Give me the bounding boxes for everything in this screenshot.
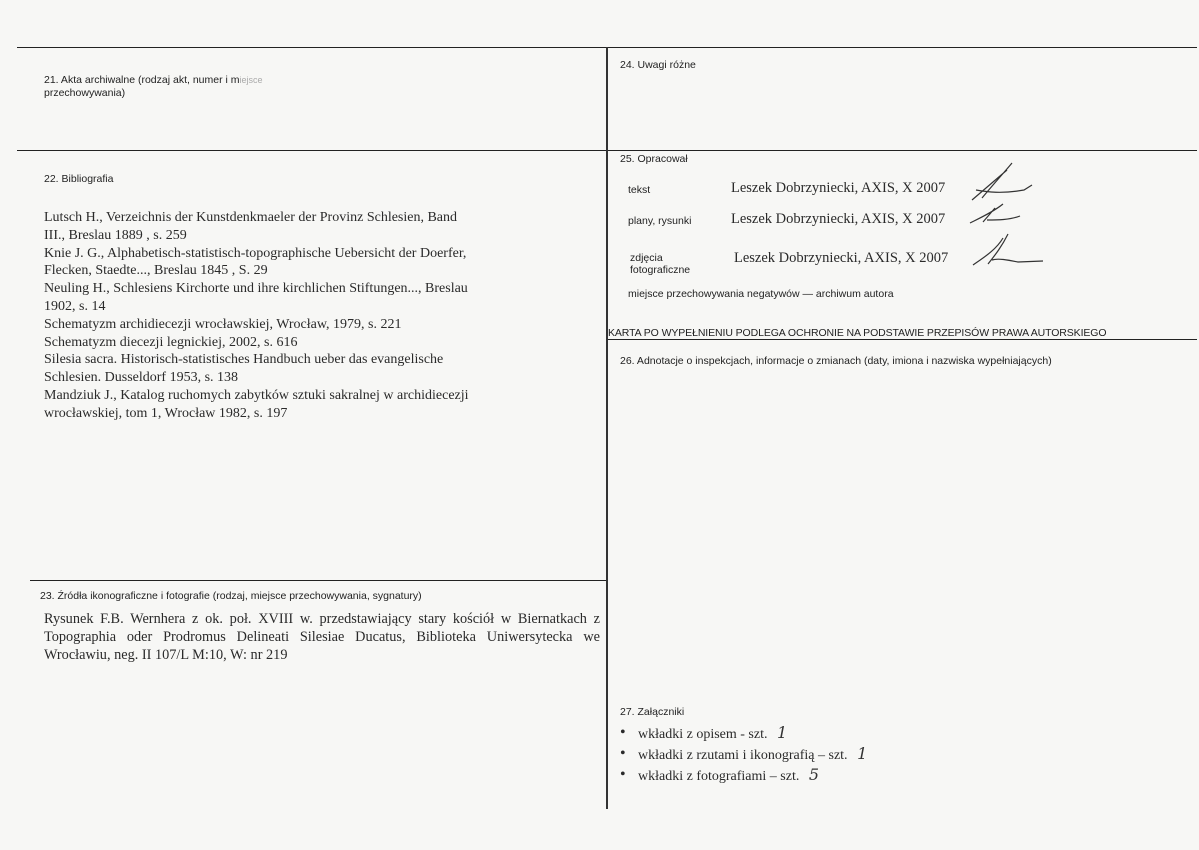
bibliography-line: Knie J. G., Alphabetisch-statistisch-topographische Uebersicht der Doerfer,	[44, 245, 467, 261]
author-row-plans-key: plany, rysunki	[628, 215, 692, 227]
bibliography-line: Schematyzm diecezji legnickiej, 2002, s. 616	[44, 334, 298, 350]
section21-label: 21. Akta archiwalne (rodzaj akt, numer i miejsce przechowywania)	[44, 74, 263, 99]
bibliography-line: III., Breslau 1889 , s. 259	[44, 227, 187, 243]
handwritten-count: 5	[808, 765, 820, 784]
column-divider	[606, 47, 608, 809]
bibliography-line: 1902, s. 14	[44, 298, 106, 314]
copyright-notice: KARTA PO WYPEŁNIENIU PODLEGA OCHRONIE NA PODSTAWIE PRZEPISÓW PRAWA AUTORSKIEGO	[608, 327, 1107, 339]
section25-label: 25. Opracował	[620, 153, 688, 165]
bibliography-line: Silesia sacra. Historisch-statistisches Handbuch ueber das evangelische	[44, 352, 444, 368]
bibliography-line: Neuling H., Schlesiens Kirchorte und ihre kirchlichen Stiftungen..., Breslau	[44, 281, 468, 297]
author-row-plans-value: Leszek Dobrzyniecki, AXIS, X 2007	[731, 211, 946, 227]
section24-label: 24. Uwagi różne	[620, 59, 696, 71]
bibliography-line: Mandziuk J., Katalog ruchomych zabytków sztuki sakralnej w archidiecezji	[44, 387, 469, 403]
section27-label: 27. Załączniki	[620, 706, 685, 718]
bibliography-list	[44, 209, 564, 423]
list-item: • wkładki z opisem - szt. 1	[620, 723, 867, 744]
bibliography-line: wrocławskiej, tom 1, Wrocław 1982, s. 197	[44, 405, 288, 421]
signature-3	[968, 230, 1048, 270]
author-row-text-value: Leszek Dobrzyniecki, AXIS, X 2007	[731, 180, 946, 196]
author-row-photos-value: Leszek Dobrzyniecki, AXIS, X 2007	[734, 250, 949, 266]
author-row-text-key: tekst	[628, 184, 651, 196]
section22-label: 22. Bibliografia	[44, 173, 114, 185]
copyright-underline	[606, 339, 1197, 340]
bibliography-line: Schematyzm archidiecezji wrocławskiej, Wrocław, 1979, s. 221	[44, 316, 402, 332]
bibliography-line: Flecken, Staedte..., Breslau 1845 , S. 29	[44, 263, 268, 279]
section23-label: 23. Źródła ikonograficzne i fotografie (rodzaj, miejsce przechowywania, sygnatury)	[40, 590, 422, 602]
list-item: • wkładki z fotografiami – szt. 5	[620, 765, 867, 786]
handwritten-count: 1	[776, 723, 788, 742]
signature-2	[965, 198, 1025, 228]
list-item: • wkładki z rzutami i ikonografią – szt. 1	[620, 744, 867, 765]
bibliography-line: Schlesien. Dusseldorf 1953, s. 138	[44, 370, 239, 386]
section26-label: 26. Adnotacje o inspekcjach, informacje o zmianach (daty, imiona i nazwiska wypełniających)	[620, 355, 1052, 367]
attachments-list	[620, 723, 867, 786]
handwritten-count: 1	[857, 744, 868, 763]
negatives-storage: miejsce przechowywania negatywów — archiwum autora	[628, 288, 894, 300]
bibliography-line: Lutsch H., Verzeichnis der Kunstdenkmaeler der Provinz Schlesien, Band	[44, 210, 458, 225]
iconography-text: Rysunek F.B. Wernhera z ok. poł. XVIII w. przedstawiający stary kościół w Biernatkach z Topographia oder Prodromus Delineati Silesiae Ducatus, Biblioteka Uniwersytecka we Wrocławiu, neg. II 107/L M:10, W: nr 219	[44, 611, 600, 663]
section23-top	[30, 580, 606, 581]
author-row-photos-key: zdjęcia fotograficzne	[630, 252, 691, 276]
